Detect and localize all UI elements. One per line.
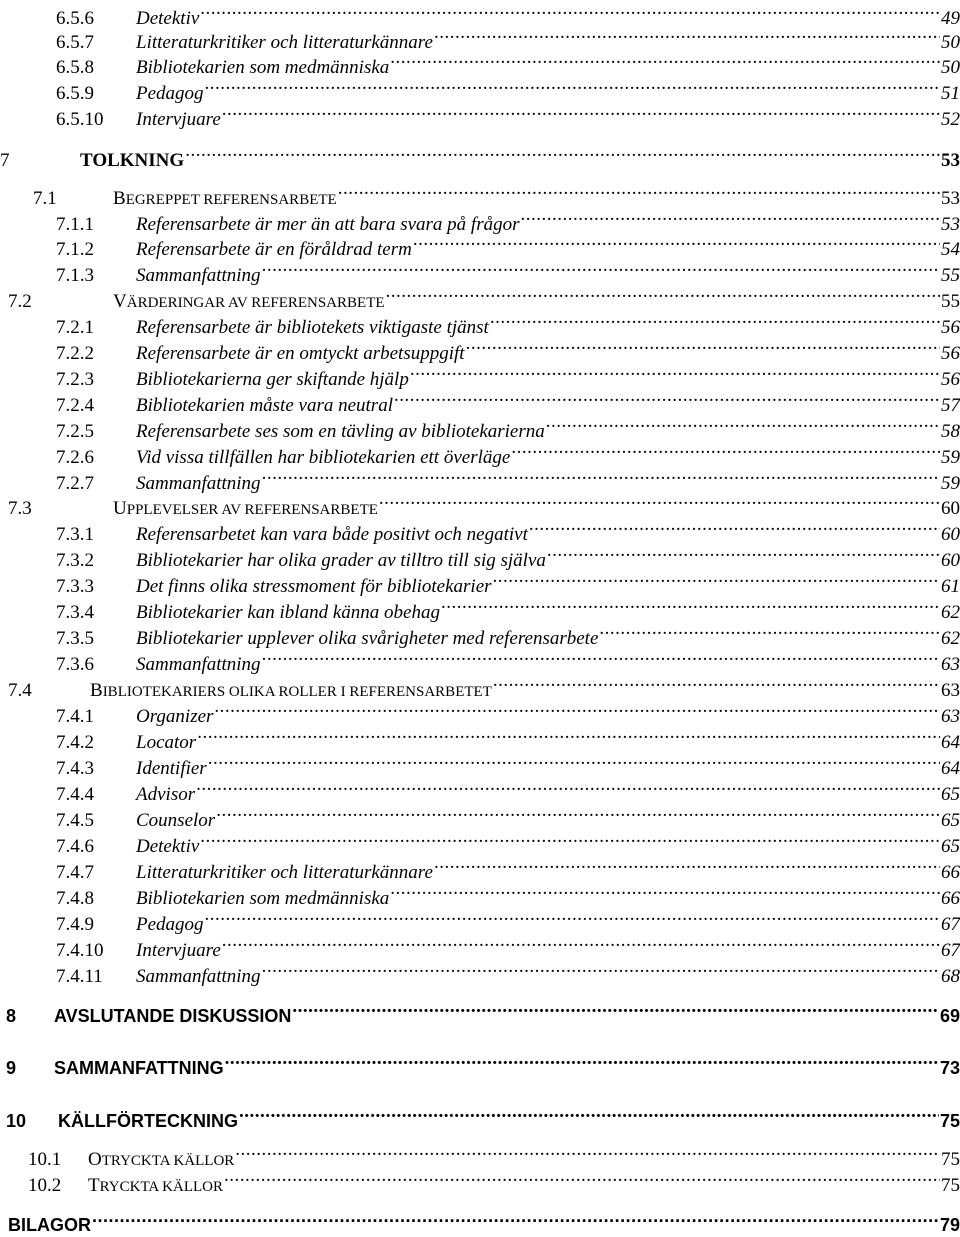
entry-number: 7.4.11 (56, 965, 136, 989)
section-page: 53 (941, 188, 960, 209)
entry-title: Sammanfattning (136, 265, 261, 286)
dot-leader (386, 283, 940, 307)
entry-number: 7.4.10 (56, 939, 136, 963)
dot-leader (529, 516, 940, 540)
section-title: UPPLEVELSER AV REFERENSARBETE (113, 497, 379, 522)
entry-number: 7.4.8 (56, 887, 136, 911)
entry-page: 63 (941, 654, 960, 675)
entry-title: Sammanfattning (136, 654, 261, 675)
dot-leader (92, 1207, 939, 1231)
section-title: TRYCKTA KÄLLOR (88, 1174, 224, 1199)
chapter-title: AVSLUTANDE DISKUSSION (54, 1006, 292, 1026)
entry-number: 7.4.2 (56, 731, 136, 755)
section-page: 55 (941, 291, 960, 312)
entry-number: 7.4.3 (56, 757, 136, 781)
entry-number: 6.5.7 (56, 31, 136, 55)
dot-leader (493, 672, 940, 696)
entry-page: 51 (941, 83, 960, 104)
entry-page: 66 (941, 888, 960, 909)
section-number: 7.1 (33, 187, 113, 211)
entry-number: 7.1.2 (56, 238, 136, 262)
section-title: BEGREPPET REFERENSARBETE (113, 187, 338, 212)
entry-number: 7.1.1 (56, 213, 136, 237)
section-page: 75 (941, 1149, 960, 1170)
entry-number: 6.5.9 (56, 82, 136, 106)
entry-number: 7.2.1 (56, 316, 136, 340)
dot-leader (493, 568, 940, 592)
entry-page: 56 (941, 317, 960, 338)
section-number: 7.4 (8, 679, 90, 703)
dot-leader (521, 206, 941, 230)
entry-number: 7.2.6 (56, 446, 136, 470)
bilagor-title: BILAGOR (8, 1215, 91, 1235)
entry-number: 7.3.5 (56, 627, 136, 651)
toc-chapter[interactable] (0, 1103, 960, 1131)
entry-page: 49 (941, 8, 960, 29)
dot-leader (379, 490, 940, 514)
entry-title: Counselor (136, 810, 216, 831)
dot-leader (511, 439, 940, 463)
entry-title: Pedagog (136, 914, 204, 935)
dot-leader (208, 750, 940, 774)
section-page: 60 (941, 498, 960, 519)
dot-leader (196, 776, 940, 800)
entry-page: 63 (941, 706, 960, 727)
chapter-page: 53 (941, 150, 960, 171)
entry-page: 61 (941, 576, 960, 597)
section-page: 75 (941, 1175, 960, 1196)
entry-number: 7.4.6 (56, 835, 136, 859)
section-title: VÄRDERINGAR AV REFERENSARBETE (113, 290, 386, 315)
dot-leader (239, 1103, 939, 1127)
bilagor-page: 79 (939, 1215, 960, 1235)
entry-page: 50 (941, 32, 960, 53)
toc-entry[interactable] (0, 0, 960, 29)
entry-page: 53 (941, 214, 960, 235)
chapter-title: TOLKNING (80, 150, 185, 171)
entry-page: 62 (941, 602, 960, 623)
entry-title: Bibliotekarien som medmänniska (136, 57, 390, 78)
entry-page: 52 (941, 109, 960, 130)
entry-page: 64 (941, 758, 960, 779)
entry-number: 7.3.3 (56, 575, 136, 599)
entry-page: 68 (941, 966, 960, 987)
entry-page: 66 (941, 862, 960, 883)
section-number: 10.1 (28, 1148, 88, 1172)
entry-number: 7.2.2 (56, 342, 136, 366)
entry-title: Locator (136, 732, 197, 753)
entry-page: 56 (941, 343, 960, 364)
section-number: 10.2 (28, 1174, 88, 1198)
entry-title: Referensarbete är bibliotekets viktigaste tjänst (136, 317, 489, 338)
entry-title: Det finns olika stressmoment för bibliotekarier (136, 576, 492, 597)
dot-leader (292, 998, 939, 1022)
entry-number: 7.3.4 (56, 601, 136, 625)
toc-chapter[interactable] (0, 998, 960, 1026)
entry-number: 6.5.10 (56, 108, 136, 132)
dot-leader (222, 932, 940, 956)
entry-title: Organizer (136, 706, 214, 727)
entry-number: 7.2.4 (56, 394, 136, 418)
dot-leader (197, 724, 940, 748)
dot-leader (394, 387, 940, 411)
entry-title: Bibliotekarier upplever olika svårigheter med referensarbete (136, 628, 599, 649)
entry-page: 59 (941, 473, 960, 494)
entry-page: 55 (941, 265, 960, 286)
entry-number: 7.2.5 (56, 420, 136, 444)
toc-section[interactable] (0, 180, 960, 209)
entry-title: Bibliotekarien som medmänniska (136, 888, 390, 909)
entry-title: Sammanfattning (136, 473, 261, 494)
entry-title: Litteraturkritiker och litteraturkännare (136, 862, 433, 883)
dot-leader (235, 1141, 940, 1165)
dot-leader (185, 142, 940, 166)
entry-number: 7.4.5 (56, 809, 136, 833)
entry-number: 7.2.3 (56, 368, 136, 392)
entry-number: 7.4.4 (56, 783, 136, 807)
section-page: 63 (941, 680, 960, 701)
entry-title: Pedagog (136, 83, 204, 104)
entry-title: Bibliotekarien måste vara neutral (136, 395, 393, 416)
entry-title: Referensarbetet kan vara både positivt och negativt (136, 524, 528, 545)
chapter-title: KÄLLFÖRTECKNING (58, 1111, 238, 1131)
toc-chapter[interactable] (0, 1050, 960, 1078)
dot-leader (200, 828, 940, 852)
dot-leader (599, 620, 940, 644)
entry-title: Bibliotekarierna ger skiftande hjälp (136, 369, 409, 390)
chapter-title: SAMMANFATTNING (54, 1058, 224, 1078)
entry-title: Bibliotekarier har olika grader av tilltro till sig själva (136, 550, 546, 571)
dot-leader (434, 24, 940, 48)
dot-leader (546, 413, 940, 437)
dot-leader (434, 854, 940, 878)
entry-title: Identifier (136, 758, 207, 779)
entry-page: 65 (941, 784, 960, 805)
entry-title: Intervjuare (136, 109, 221, 130)
toc-section[interactable] (0, 1141, 960, 1170)
chapter-page: 69 (939, 1006, 960, 1026)
section-title: OTRYCKTA KÄLLOR (88, 1148, 235, 1173)
dot-leader (262, 958, 940, 982)
entry-title: Advisor (136, 784, 196, 805)
entry-page: 54 (941, 239, 960, 260)
entry-title: Referensarbete ses som en tävling av bibliotekarierna (136, 421, 545, 442)
dot-leader (222, 101, 940, 125)
dot-leader (490, 309, 940, 333)
entry-page: 62 (941, 628, 960, 649)
entry-title: Referensarbete är en omtyckt arbetsuppgift (136, 343, 465, 364)
entry-page: 50 (941, 57, 960, 78)
entry-title: Litteraturkritiker och litteraturkännare (136, 32, 433, 53)
entry-page: 60 (941, 524, 960, 545)
entry-page: 58 (941, 421, 960, 442)
entry-number: 7.4.7 (56, 861, 136, 885)
entry-title: Detektiv (136, 836, 200, 857)
dot-leader (224, 1167, 940, 1191)
section-number: 7.2 (8, 290, 113, 314)
entry-title: Bibliotekarier kan ibland känna obehag (136, 602, 440, 623)
entry-title: Referensarbete är en föråldrad term (136, 239, 412, 260)
dot-leader (225, 1050, 939, 1074)
dot-leader (200, 0, 940, 24)
entry-number: 6.5.8 (56, 56, 136, 80)
entry-number: 6.5.6 (56, 7, 136, 31)
entry-title: Sammanfattning (136, 966, 261, 987)
chapter-number: 9 (6, 1056, 54, 1080)
chapter-number: 8 (6, 1004, 54, 1028)
dot-leader (390, 49, 940, 73)
dot-leader (390, 880, 940, 904)
entry-number: 7.4.9 (56, 913, 136, 937)
dot-leader (410, 361, 940, 385)
entry-page: 67 (941, 940, 960, 961)
toc-chapter[interactable] (0, 142, 960, 171)
entry-page: 64 (941, 732, 960, 753)
dot-leader (466, 335, 940, 359)
chapter-number: 10 (6, 1109, 58, 1133)
chapter-number: 7 (0, 149, 80, 173)
entry-title: Detektiv (136, 8, 200, 29)
dot-leader (216, 802, 940, 826)
entry-number: 7.1.3 (56, 264, 136, 288)
section-title: BIBLIOTEKARIERS OLIKA ROLLER I REFERENSARBETET (90, 679, 493, 704)
dot-leader (338, 180, 940, 204)
entry-title: Vid vissa tillfällen har bibliotekarien ett överläge (136, 447, 511, 468)
entry-number: 7.3.1 (56, 523, 136, 547)
dot-leader (441, 594, 940, 618)
section-number: 7.3 (8, 497, 113, 521)
entry-page: 56 (941, 369, 960, 390)
entry-page: 60 (941, 550, 960, 571)
entry-number: 7.4.1 (56, 705, 136, 729)
entry-number: 7.2.7 (56, 472, 136, 496)
dot-leader (547, 542, 940, 566)
chapter-page: 75 (939, 1111, 960, 1131)
entry-page: 59 (941, 447, 960, 468)
entry-page: 65 (941, 836, 960, 857)
entry-number: 7.3.6 (56, 653, 136, 677)
entry-title: Intervjuare (136, 940, 221, 961)
entry-page: 67 (941, 914, 960, 935)
entry-page: 65 (941, 810, 960, 831)
entry-number: 7.3.2 (56, 549, 136, 573)
entry-page: 57 (941, 395, 960, 416)
entry-title: Referensarbete är mer än att bara svara på frågor (136, 214, 520, 235)
toc-chapter[interactable] (0, 1207, 960, 1235)
chapter-page: 73 (939, 1058, 960, 1078)
